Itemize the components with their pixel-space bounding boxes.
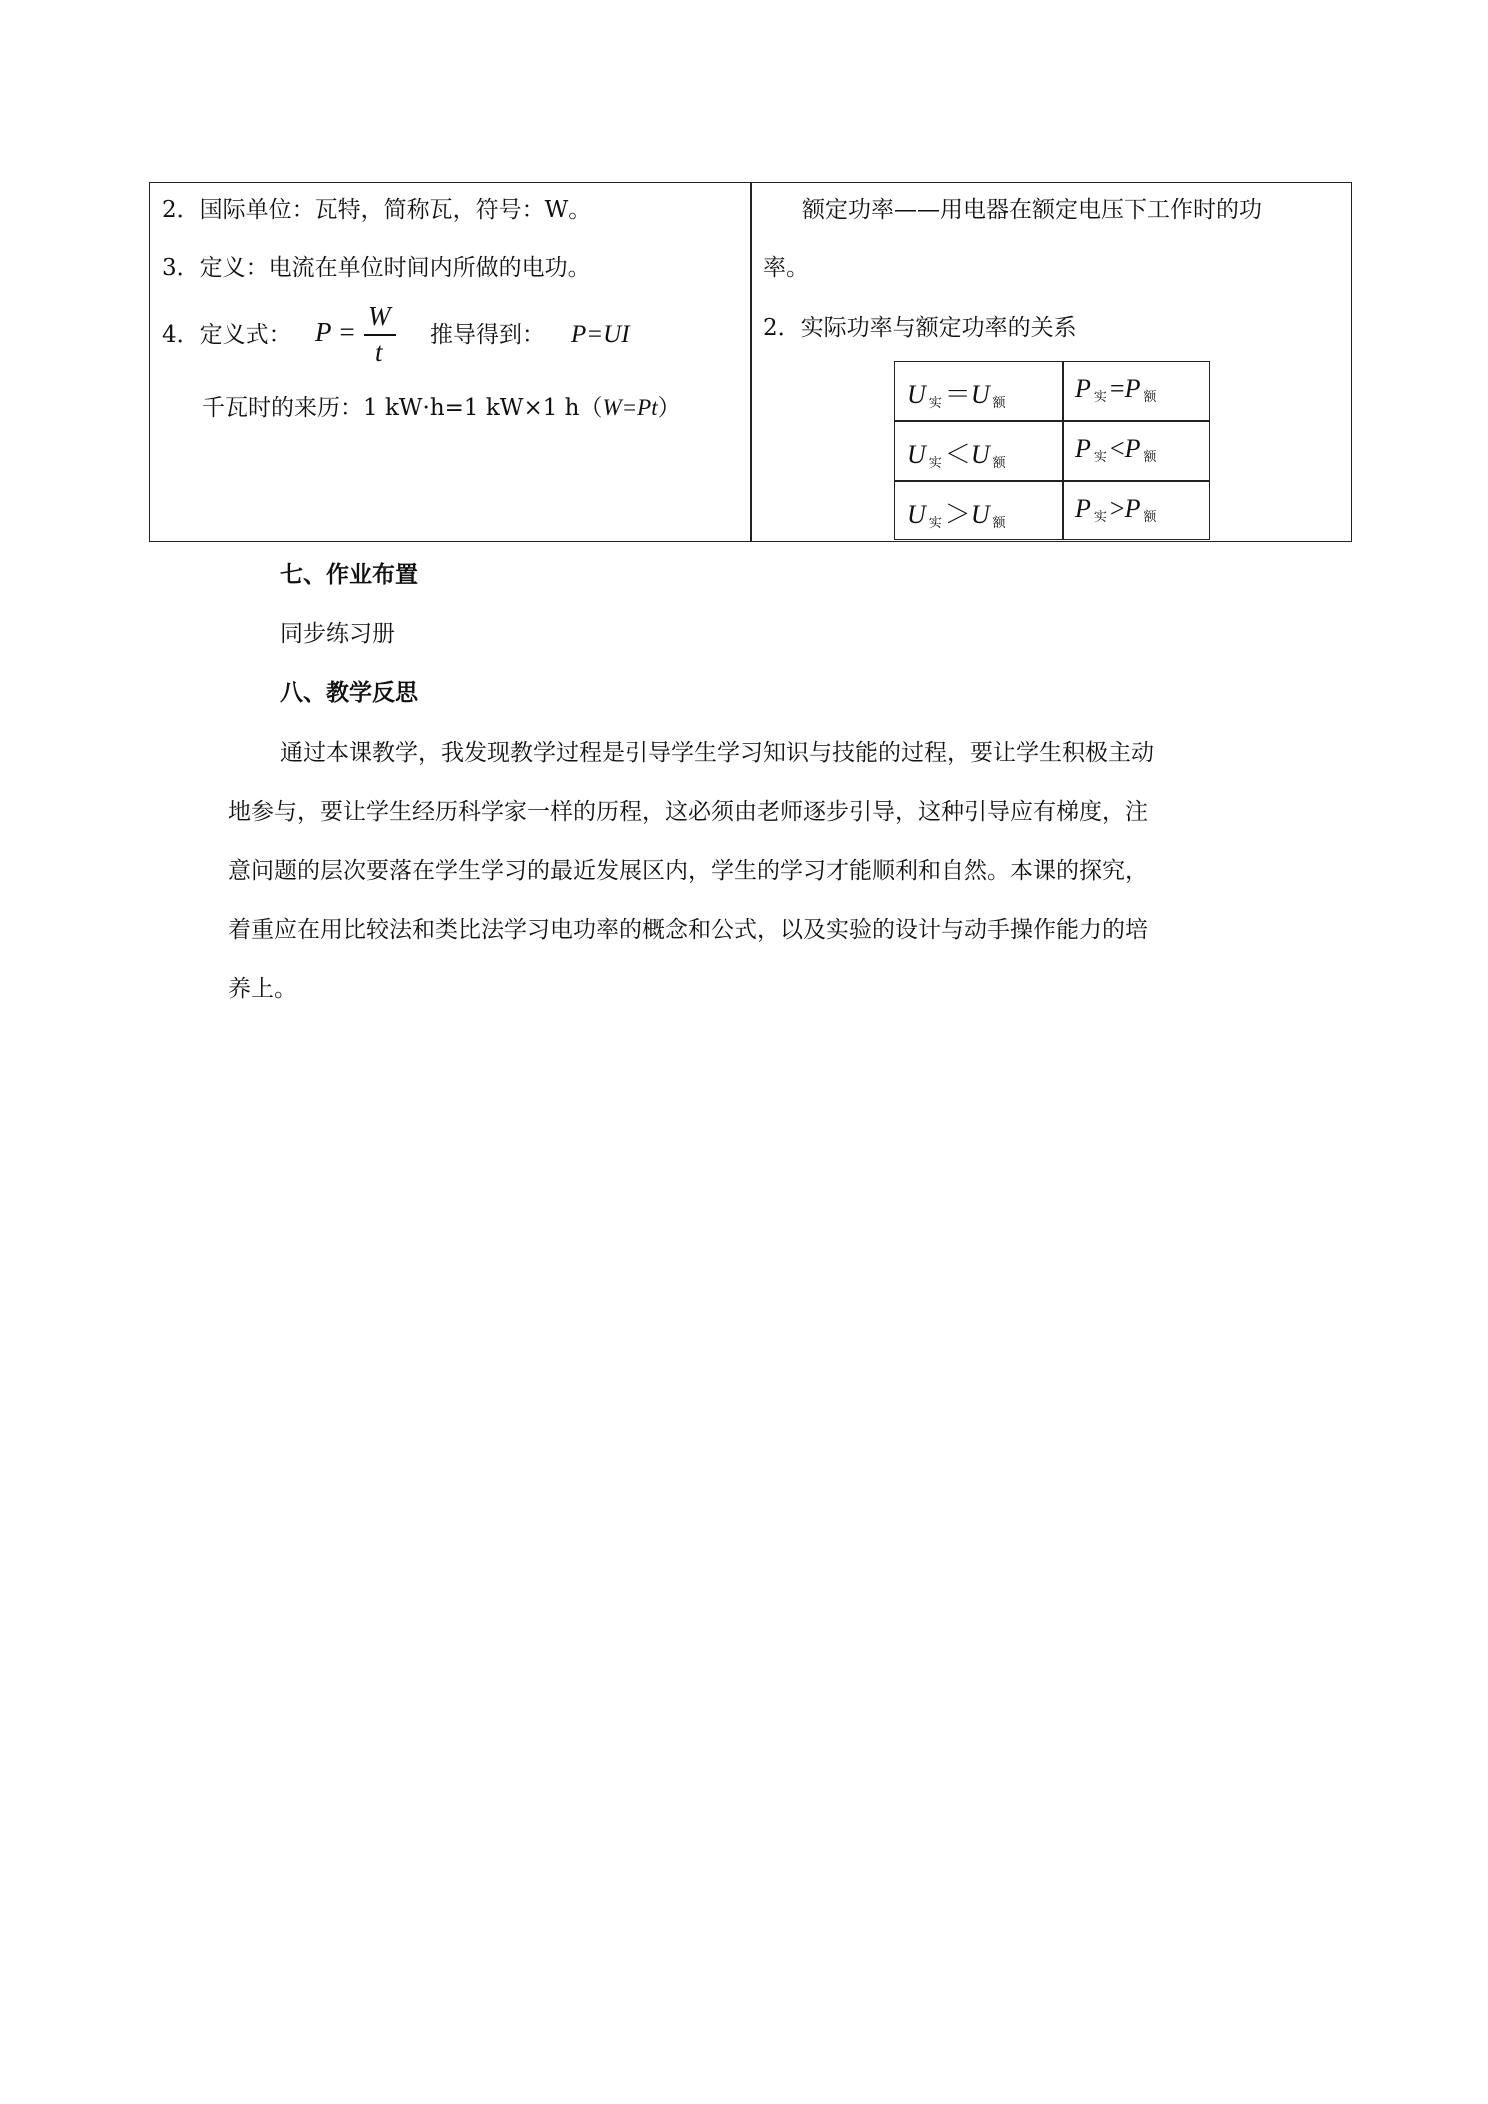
section8-title: 八、教学反思 — [280, 680, 418, 706]
reflection-line: 意问题的层次要落在学生学习的最近发展区内，学生的学习才能顺利和自然。本课的探究， — [228, 858, 1148, 884]
kwh-formula: W=Pt — [602, 395, 658, 420]
voltage-relation-equal: U $_实$ ＝U $_额$ — [907, 380, 1006, 411]
power-relation-equal: P $_实$ =P $_额$ — [1075, 374, 1157, 405]
fraction-bar — [364, 334, 396, 336]
derive-label: 推导得到： — [430, 322, 545, 348]
rated-power-line2: 率。 — [763, 255, 809, 281]
formula-numerator: W — [368, 301, 391, 331]
kwh-text: 千瓦时的来历：1 kW·h=1 kW×1 h（ — [202, 395, 603, 421]
reflection-line: 通过本课教学，我发现教学过程是引导学生学习知识与技能的过程，要让学生积极主动 — [280, 740, 1154, 766]
kwh-close: ） — [657, 395, 681, 421]
relation-column-divider — [1062, 362, 1064, 539]
derive-formula: P=UI — [571, 321, 630, 348]
definition-line: 3．定义：电流在单位时间内所做的电功。 — [162, 255, 591, 281]
relation-row-divider — [895, 420, 1209, 422]
reflection-line: 地参与，要让学生经历科学家一样的历程，这必须由老师逐步引导，这种引导应有梯度，注 — [228, 799, 1148, 825]
power-relation-greater: P $_实$ >P $_额$ — [1075, 494, 1157, 525]
reflection-line: 养上。 — [228, 976, 297, 1002]
column-divider — [750, 183, 752, 541]
formula-label: 4．定义式： — [162, 322, 292, 348]
relation-row-divider — [895, 480, 1209, 482]
rated-power-line1: 额定功率——用电器在额定电压下工作时的功 — [802, 197, 1262, 223]
unit-line: 2．国际单位：瓦特，简称瓦，符号：W。 — [162, 197, 592, 223]
relation-heading: 2．实际功率与额定功率的关系 — [763, 315, 1077, 341]
formula-lhs: P = — [315, 317, 356, 347]
kwh-line — [202, 393, 681, 423]
reflection-line: 着重应在用比较法和类比法学习电功率的概念和公式，以及实验的设计与动手操作能力的培 — [228, 917, 1148, 943]
section7-text: 同步练习册 — [280, 621, 395, 647]
voltage-relation-greater: U $_实$ ＞U $_额$ — [907, 500, 1006, 531]
section7-title: 七、作业布置 — [280, 562, 418, 588]
formula-denominator: t — [375, 337, 383, 367]
power-relation-less: P $_实$ <P $_额$ — [1075, 434, 1157, 465]
voltage-relation-less: U $_实$ ＜U $_额$ — [907, 440, 1006, 471]
power-relation-table — [894, 361, 1210, 540]
